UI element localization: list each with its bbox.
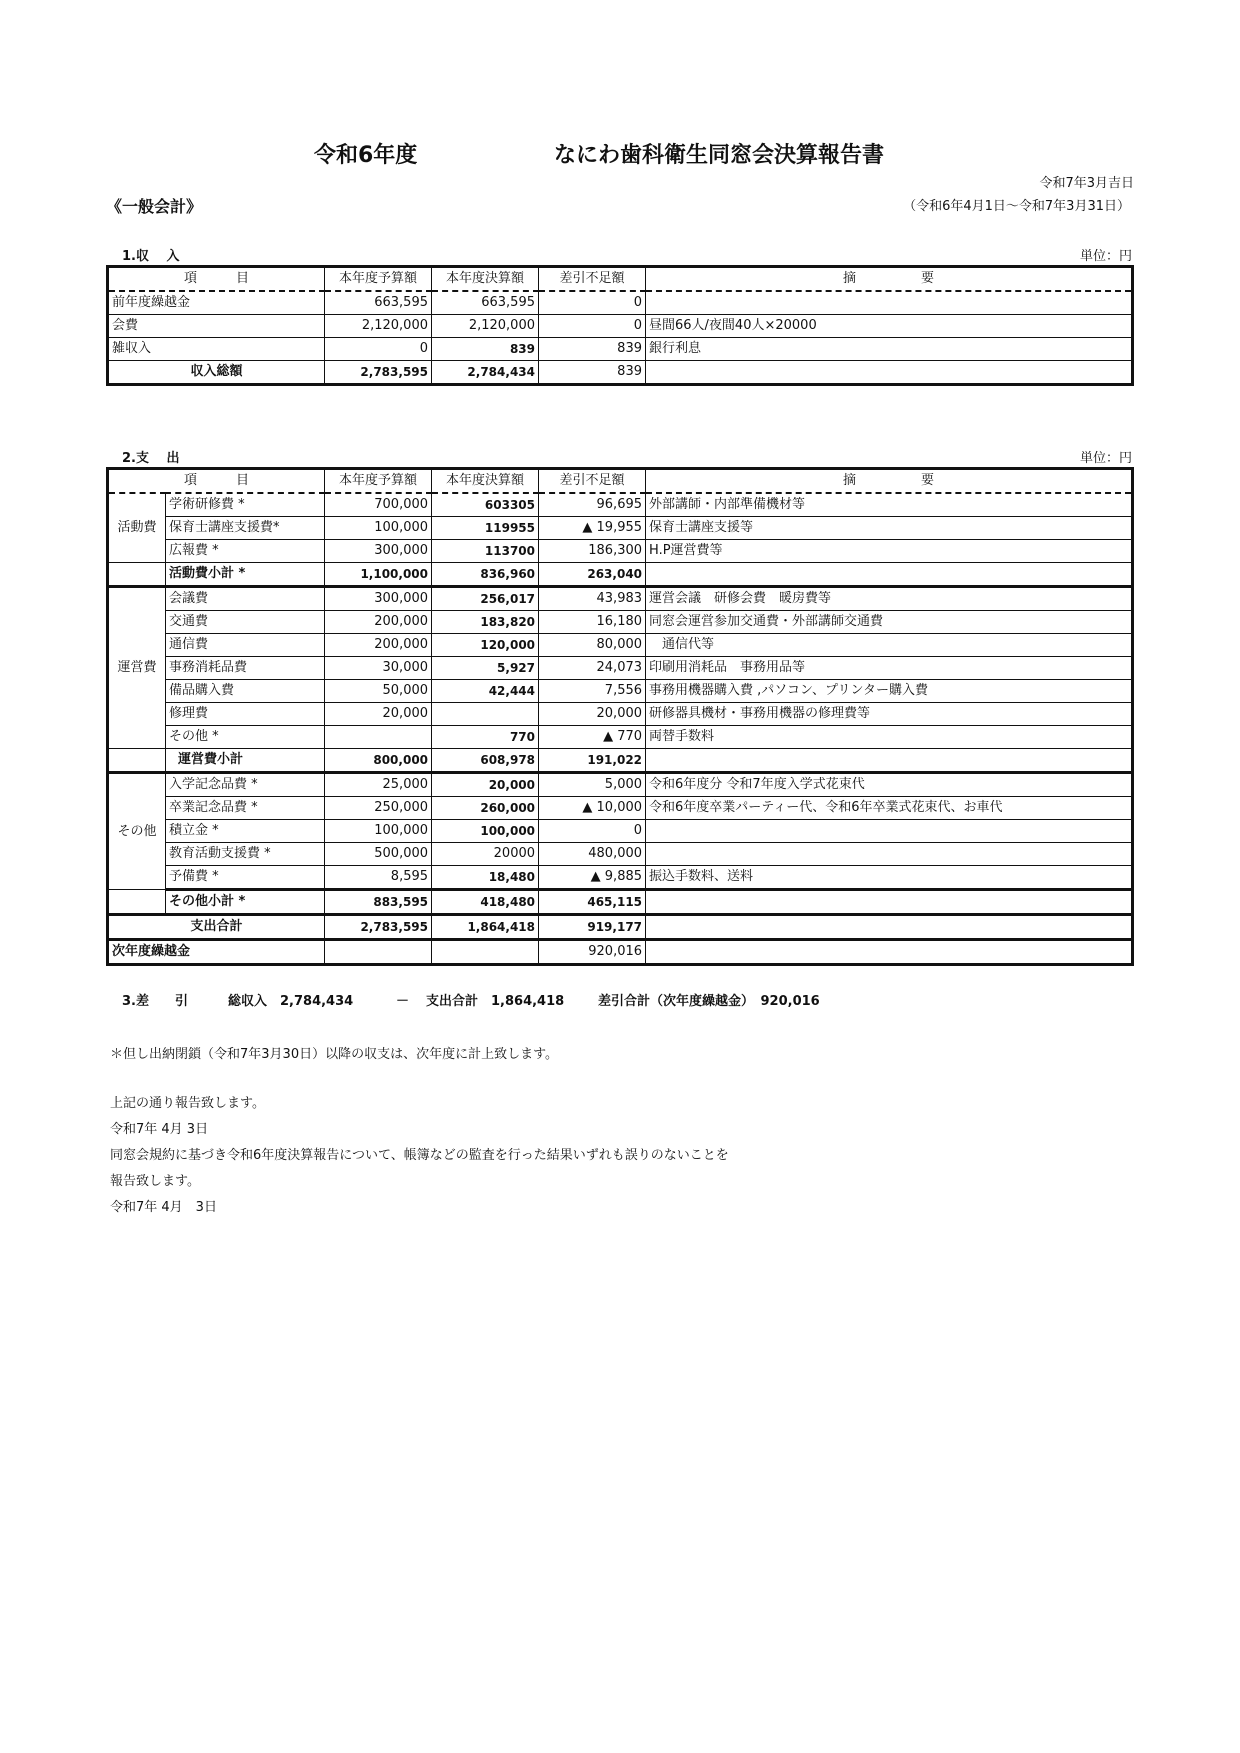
item-cell: 広報費 * <box>166 540 325 563</box>
total-diff-cell: 919,177 <box>539 915 646 940</box>
note-cell: 保育士講座支援等 <box>646 517 1133 540</box>
actual-cell: 120,000 <box>432 634 539 657</box>
diff-cell: 5,000 <box>539 773 646 797</box>
actual-cell: 18,480 <box>432 866 539 890</box>
operation-subtotal-row <box>108 749 1133 773</box>
audit-statement: 同窓会規約に基づき令和6年度決算報告について、帳簿などの監査を行った結果いずれも誤りのないことを <box>110 1148 729 1163</box>
income-table <box>106 265 1134 386</box>
actual-cell: 5,927 <box>432 657 539 680</box>
budget-cell: 50,000 <box>325 680 432 703</box>
subtotal-diff-cell: 191,022 <box>539 749 646 773</box>
note-cell <box>646 843 1133 866</box>
actual-cell: 256,017 <box>432 587 539 611</box>
budget-cell: 8,595 <box>325 866 432 890</box>
col-item-header: 項 目 <box>108 267 325 292</box>
actual-cell: 42,444 <box>432 680 539 703</box>
subtotal-actual-cell: 836,960 <box>432 563 539 587</box>
empty-cell <box>646 563 1133 587</box>
actual-cell: 663,595 <box>432 291 539 315</box>
report-period: （令和6年4月1日～令和7年3月31日） <box>903 199 1130 214</box>
balance-total-income: 総収入 2,784,434 <box>228 994 354 1009</box>
actual-cell: 20,000 <box>432 773 539 797</box>
total-actual-cell: 2,784,434 <box>432 361 539 385</box>
actual-cell: 119955 <box>432 517 539 540</box>
diff-cell: 80,000 <box>539 634 646 657</box>
item-cell: 積立金 * <box>166 820 325 843</box>
income-header-row <box>108 267 1133 292</box>
actual-cell: 603305 <box>432 493 539 517</box>
diff-cell: ▲ 770 <box>539 726 646 749</box>
budget-cell: 700,000 <box>325 493 432 517</box>
actual-cell <box>432 703 539 726</box>
table-row <box>108 587 1133 611</box>
activity-subtotal-row <box>108 563 1133 587</box>
balance-label: 3.差 引 <box>122 994 188 1009</box>
diff-cell: 7,556 <box>539 680 646 703</box>
actual-cell: 113700 <box>432 540 539 563</box>
table-row <box>108 338 1133 361</box>
subtotal-diff-cell: 263,040 <box>539 563 646 587</box>
col-actual-header: 本年度決算額 <box>432 267 539 292</box>
subtotal-item-cell: 運営費小計 <box>166 749 325 773</box>
report-statement: 上記の通り報告致します。 <box>110 1096 265 1111</box>
note-cell <box>646 820 1133 843</box>
table-row <box>108 820 1133 843</box>
subtotal-actual-cell: 608,978 <box>432 749 539 773</box>
total-item-cell: 支出合計 <box>108 915 325 940</box>
item-cell: その他 * <box>166 726 325 749</box>
diff-cell: ▲ 19,955 <box>539 517 646 540</box>
item-cell: 修理費 <box>166 703 325 726</box>
total-diff-cell: 839 <box>539 361 646 385</box>
group-activity: 活動費 <box>108 493 166 563</box>
empty-cell <box>646 915 1133 940</box>
fiscal-year-title: 令和6年度 <box>314 143 418 168</box>
item-cell: 雑収入 <box>108 338 325 361</box>
note-cell: 両替手数料 <box>646 726 1133 749</box>
note-cell: 同窓会運営参加交通費・外部講師交通費 <box>646 611 1133 634</box>
budget-cell <box>325 726 432 749</box>
item-cell: 会費 <box>108 315 325 338</box>
subtotal-actual-cell: 418,480 <box>432 890 539 915</box>
subtotal-budget-cell: 800,000 <box>325 749 432 773</box>
budget-cell: 300,000 <box>325 587 432 611</box>
budget-cell: 663,595 <box>325 291 432 315</box>
item-cell: 交通費 <box>166 611 325 634</box>
audit-statement-cont: 報告致します。 <box>110 1174 200 1189</box>
empty-cell <box>646 890 1133 915</box>
diff-cell: ▲ 9,885 <box>539 866 646 890</box>
table-row <box>108 611 1133 634</box>
expense-unit: 単位：円 <box>1079 451 1132 466</box>
actual-cell: 20000 <box>432 843 539 866</box>
item-cell: 予備費 * <box>166 866 325 890</box>
note-cell: 令和6年度卒業パーティー代、令和6年卒業式花束代、お車代 <box>646 797 1133 820</box>
table-row <box>108 866 1133 890</box>
empty-cell <box>108 749 166 773</box>
actual-cell: 183,820 <box>432 611 539 634</box>
diff-cell: 16,180 <box>539 611 646 634</box>
item-cell: 入学記念品費 * <box>166 773 325 797</box>
table-row <box>108 493 1133 517</box>
budget-cell: 2,120,000 <box>325 315 432 338</box>
table-row <box>108 843 1133 866</box>
empty-cell <box>325 940 432 965</box>
section-title: 《一般会計》 <box>106 197 203 216</box>
table-row <box>108 657 1133 680</box>
note-cell: 印刷用消耗品 事務用品等 <box>646 657 1133 680</box>
report-date: 令和7年3月吉日 <box>1039 176 1134 191</box>
diff-cell: 0 <box>539 315 646 338</box>
actual-cell: 770 <box>432 726 539 749</box>
item-cell: 前年度繰越金 <box>108 291 325 315</box>
report-statement-date: 令和7年 4月 3日 <box>110 1122 209 1137</box>
diff-cell: ▲ 10,000 <box>539 797 646 820</box>
diff-cell: 96,695 <box>539 493 646 517</box>
total-actual-cell: 1,864,418 <box>432 915 539 940</box>
empty-cell <box>432 940 539 965</box>
actual-cell: 260,000 <box>432 797 539 820</box>
actual-cell: 100,000 <box>432 820 539 843</box>
total-note-cell <box>646 361 1133 385</box>
subtotal-budget-cell: 883,595 <box>325 890 432 915</box>
budget-cell: 0 <box>325 338 432 361</box>
actual-cell: 2,120,000 <box>432 315 539 338</box>
budget-cell: 200,000 <box>325 611 432 634</box>
budget-cell: 500,000 <box>325 843 432 866</box>
note-cell: 銀行利息 <box>646 338 1133 361</box>
other-subtotal-row <box>108 890 1133 915</box>
diff-cell: 839 <box>539 338 646 361</box>
diff-cell: 24,073 <box>539 657 646 680</box>
expense-table <box>106 467 1134 966</box>
table-row <box>108 680 1133 703</box>
budget-cell: 200,000 <box>325 634 432 657</box>
carryover-item-cell: 次年度繰越金 <box>108 940 325 965</box>
item-cell: 学術研修費 * <box>166 493 325 517</box>
item-cell: 事務消耗品費 <box>166 657 325 680</box>
diff-cell: 43,983 <box>539 587 646 611</box>
group-operation: 運営費 <box>108 587 166 749</box>
col-item-header: 項 目 <box>108 469 325 494</box>
col-note-header: 摘 要 <box>646 469 1133 494</box>
item-cell: 備品購入費 <box>166 680 325 703</box>
balance-minus: － <box>396 994 410 1009</box>
subtotal-budget-cell: 1,100,000 <box>325 563 432 587</box>
item-cell: 保育士講座支援費* <box>166 517 325 540</box>
income-unit: 単位：円 <box>1079 249 1132 264</box>
diff-cell: 186,300 <box>539 540 646 563</box>
empty-cell <box>108 890 166 915</box>
item-cell: 教育活動支援費 * <box>166 843 325 866</box>
subtotal-diff-cell: 465,115 <box>539 890 646 915</box>
actual-cell: 839 <box>432 338 539 361</box>
item-cell: 会議費 <box>166 587 325 611</box>
col-diff-header: 差引不足額 <box>539 469 646 494</box>
diff-cell: 0 <box>539 291 646 315</box>
audit-date: 令和7年 4月 3日 <box>110 1200 217 1215</box>
budget-cell: 30,000 <box>325 657 432 680</box>
expense-total-row <box>108 915 1133 940</box>
closing-note: ＊但し出納閉鎖（令和7年3月30日）以降の収支は、次年度に計上致します。 <box>110 1047 559 1062</box>
group-other: その他 <box>108 773 166 890</box>
carryover-diff-cell: 920,016 <box>539 940 646 965</box>
item-cell: 卒業記念品費 * <box>166 797 325 820</box>
note-cell: 運営会議 研修会費 暖房費等 <box>646 587 1133 611</box>
budget-cell: 100,000 <box>325 820 432 843</box>
diff-cell: 0 <box>539 820 646 843</box>
item-cell: 通信費 <box>166 634 325 657</box>
note-cell: 通信代等 <box>646 634 1133 657</box>
note-cell: 事務用機器購入費 ,パソコン、プリンター購入費 <box>646 680 1133 703</box>
budget-cell: 25,000 <box>325 773 432 797</box>
note-cell: 研修器具機材・事務用機器の修理費等 <box>646 703 1133 726</box>
income-total-row <box>108 361 1133 385</box>
table-row <box>108 291 1133 315</box>
table-row <box>108 634 1133 657</box>
empty-cell <box>646 940 1133 965</box>
carryover-row <box>108 940 1133 965</box>
total-budget-cell: 2,783,595 <box>325 361 432 385</box>
diff-cell: 20,000 <box>539 703 646 726</box>
col-actual-header: 本年度決算額 <box>432 469 539 494</box>
table-row <box>108 517 1133 540</box>
expense-header-row <box>108 469 1133 494</box>
table-row <box>108 703 1133 726</box>
table-row <box>108 315 1133 338</box>
total-item-cell: 収入総額 <box>108 361 325 385</box>
note-cell: 外部講師・内部準備機材等 <box>646 493 1133 517</box>
expense-label: 2.支 出 <box>122 451 180 466</box>
col-note-header: 摘 要 <box>646 267 1133 292</box>
diff-cell: 480,000 <box>539 843 646 866</box>
table-row <box>108 797 1133 820</box>
income-label: 1.収 入 <box>122 249 180 264</box>
report-title: なにわ歯科衛生同窓会決算報告書 <box>554 143 885 168</box>
budget-cell: 20,000 <box>325 703 432 726</box>
col-diff-header: 差引不足額 <box>539 267 646 292</box>
note-cell: 令和6年度分 令和7年度入学式花束代 <box>646 773 1133 797</box>
total-budget-cell: 2,783,595 <box>325 915 432 940</box>
budget-cell: 100,000 <box>325 517 432 540</box>
note-cell: 昼間66人/夜間40人×20000 <box>646 315 1133 338</box>
col-budget-header: 本年度予算額 <box>325 469 432 494</box>
col-budget-header: 本年度予算額 <box>325 267 432 292</box>
note-cell: 振込手数料、送料 <box>646 866 1133 890</box>
empty-cell <box>646 749 1133 773</box>
table-row <box>108 726 1133 749</box>
table-row <box>108 773 1133 797</box>
balance-total-expense: 支出合計 1,864,418 <box>426 994 565 1009</box>
balance-carryover: 差引合計（次年度繰越金） 920,016 <box>598 994 820 1009</box>
subtotal-item-cell: 活動費小計 * <box>166 563 325 587</box>
budget-cell: 250,000 <box>325 797 432 820</box>
budget-cell: 300,000 <box>325 540 432 563</box>
subtotal-item-cell: その他小計 * <box>166 890 325 915</box>
empty-cell <box>108 563 166 587</box>
note-cell <box>646 291 1133 315</box>
table-row <box>108 540 1133 563</box>
note-cell: H.P運営費等 <box>646 540 1133 563</box>
